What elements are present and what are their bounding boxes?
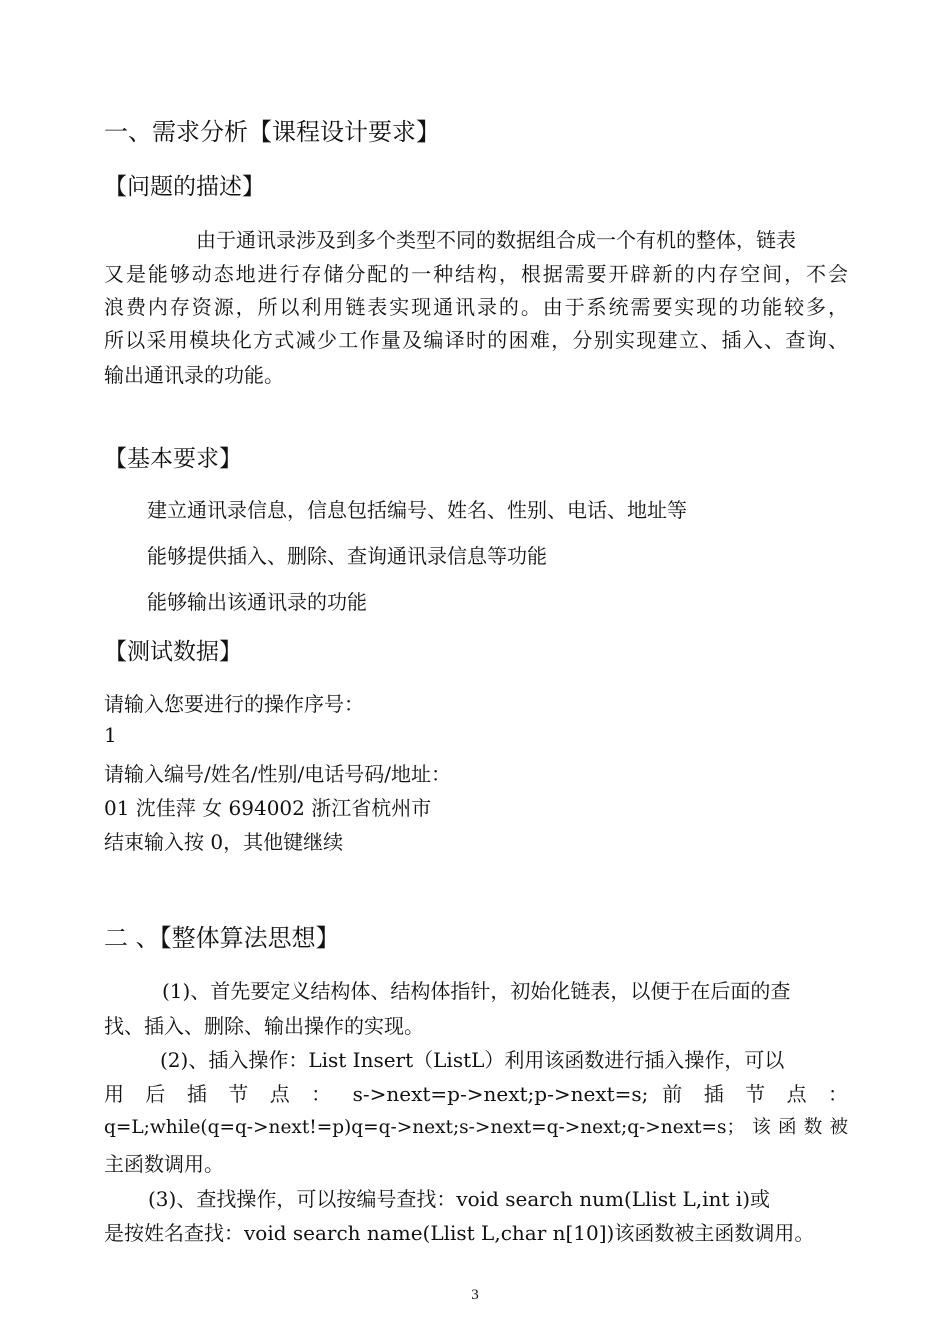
problem-line-4: 所以采用模块化方式减少工作量及编译时的困难，分别实现建立、插入、查询、 [104, 328, 848, 352]
algo-p3-line-1: (3)、查找操作，可以按编号查找：void search num(Llist L,int i)或 [148, 1187, 771, 1211]
algo-p2-line-3: q=L;while(q=q->next!=p)q=q->next;s->next=q->next;q->next=s；该函数被 [104, 1117, 848, 1138]
problem-line-2: 又是能够动态地进行存储分配的一种结构，根据需要开辟新的内存空间，不会 [104, 262, 848, 286]
test-heading: 【测试数据】 [104, 639, 242, 665]
problem-line-3: 浪费内存资源，所以利用链表实现通讯录的。由于系统需要实现的功能较多， [104, 295, 848, 319]
test-line-2: 1 [104, 723, 117, 747]
problem-line-1: 由于通讯录涉及到多个类型不同的数据组合成一个有机的整体，链表 [196, 228, 796, 252]
section-1-title: 一、需求分析【课程设计要求】 [104, 118, 440, 146]
test-line-5: 结束输入按 0，其他键继续 [104, 830, 344, 854]
algo-p2-line-2: 用 后 插 节 点 ： s->next=p->next;p->next=s; 前 插 节 点 ： [104, 1082, 848, 1106]
test-line-3: 请输入编号/姓名/性别/电话号码/地址： [104, 762, 451, 786]
requirement-item-1: 建立通讯录信息，信息包括编号、姓名、性别、电话、地址等 [147, 498, 687, 522]
algo-p2-line-1: (2)、插入操作：List Insert（ListL）利用该函数进行插入操作，可以 [160, 1048, 785, 1072]
problem-heading: 【问题的描述】 [104, 174, 265, 200]
requirement-item-2: 能够提供插入、删除、查询通讯录信息等功能 [147, 544, 547, 568]
section-2-title: 二 、【整体算法思想】 [104, 924, 340, 952]
test-line-4: 01 沈佳萍 女 694002 浙江省杭州市 [104, 796, 432, 820]
page-number: 3 [471, 1287, 479, 1303]
algo-p3-line-2: 是按姓名查找：void search name(Llist L,char n[10])该函数被主函数调用。 [104, 1221, 815, 1245]
algo-p1-line-1: (1)、首先要定义结构体、结构体指针，初始化链表，以便于在后面的查 [162, 979, 791, 1003]
algo-p2-line-4: 主函数调用。 [104, 1152, 224, 1176]
algo-p1-line-2: 找、插入、删除、输出操作的实现。 [104, 1014, 424, 1038]
problem-line-5: 输出通讯录的功能。 [104, 363, 284, 387]
requirements-heading: 【基本要求】 [104, 446, 242, 472]
requirement-item-3: 能够输出该通讯录的功能 [147, 590, 367, 614]
test-line-1: 请输入您要进行的操作序号： [104, 692, 364, 716]
